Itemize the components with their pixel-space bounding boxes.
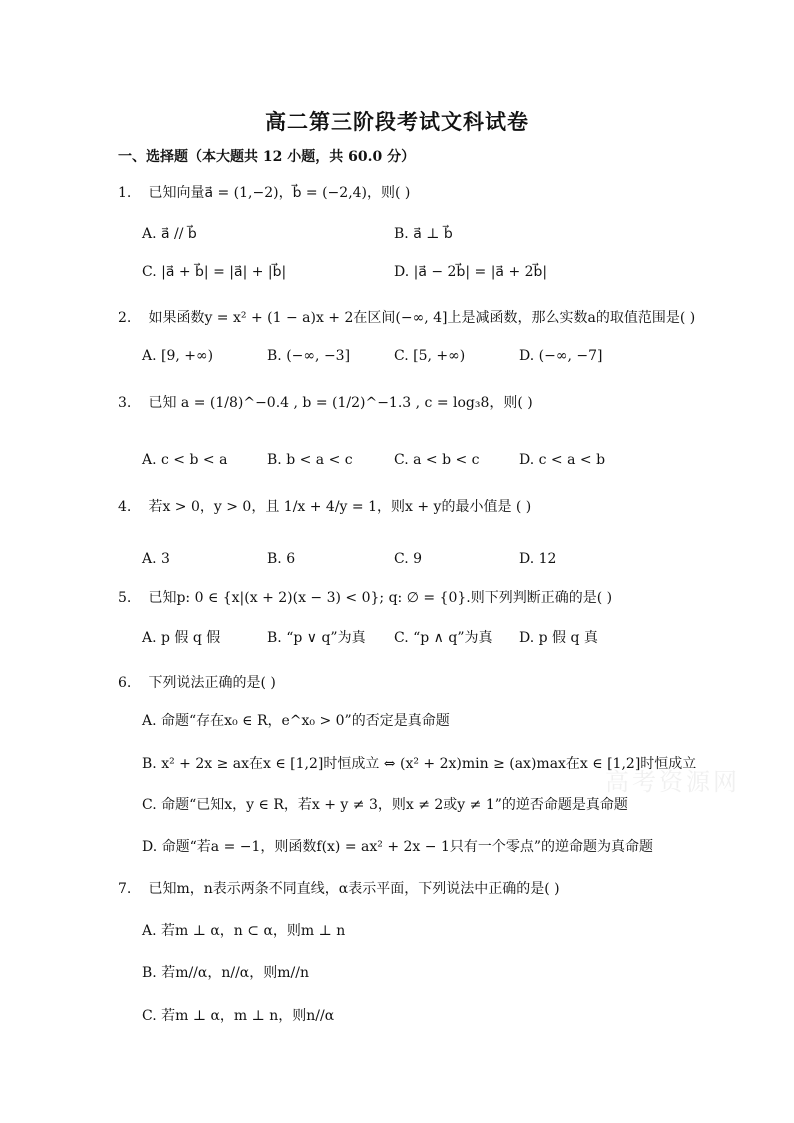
option-b: B. 6 <box>267 551 296 567</box>
question-number: 5. <box>118 590 132 606</box>
question-6 <box>118 672 276 692</box>
question-number: 2. <box>118 310 132 326</box>
option-a: A. 若m ⊥ α，n ⊂ α，则m ⊥ n <box>142 923 346 939</box>
option-a: A. p 假 q 假 <box>142 630 221 646</box>
option-c: C. |a⃗ + b⃗| = |a⃗| + |b⃗| <box>142 264 287 280</box>
option-d: D. 命题“若a = −1，则函数f(x) = ax² + 2x − 1只有一个零点”的逆命题为真命题 <box>142 839 654 855</box>
question-stem: 若x > 0，y > 0，且 1/x + 4/y = 1，则x + y的最小值是 ( ) <box>148 499 532 515</box>
option-a: A. [9, +∞) <box>142 348 214 364</box>
option-d: D. 12 <box>519 551 557 567</box>
question-7 <box>118 878 560 898</box>
option-c: C. [5, +∞) <box>394 348 466 364</box>
option-c: C. 若m ⊥ α，m ⊥ n，则n//α <box>142 1008 335 1024</box>
option-c: C. 9 <box>394 551 423 567</box>
question-number: 6. <box>118 675 132 691</box>
option-a: A. 3 <box>142 551 170 567</box>
option-c: C. “p ∧ q”为真 <box>394 630 493 646</box>
question-number: 3. <box>118 395 132 411</box>
question-3 <box>118 392 533 412</box>
question-number: 7. <box>118 881 132 897</box>
question-stem: 下列说法正确的是( ) <box>148 675 276 691</box>
question-number: 1. <box>118 185 132 201</box>
option-b: B. (−∞, −3] <box>267 348 351 364</box>
question-stem: 已知m，n表示两条不同直线，α表示平面，下列说法中正确的是( ) <box>148 881 560 897</box>
option-b: B. b < a < c <box>267 452 353 468</box>
question-5 <box>118 587 612 607</box>
question-stem: 如果函数y = x² + (1 − a)x + 2在区间(−∞, 4]上是减函数，那么实数a的取值范围是( ) <box>148 310 696 326</box>
question-stem: 已知 a = (1/8)^−0.4 , b = (1/2)^−1.3 , c = log₃8，则( ) <box>148 395 533 411</box>
option-c: C. 命题“已知x，y ∈ R，若x + y ≠ 3，则x ≠ 2或y ≠ 1”的逆否命题是真命题 <box>142 797 628 813</box>
option-a: A. a⃗ // b⃗ <box>142 226 197 242</box>
option-b: B. “p ∨ q”为真 <box>267 630 366 646</box>
option-a: A. 命题“存在x₀ ∈ R，e^x₀ > 0”的否定是真命题 <box>142 713 450 729</box>
option-d: D. p 假 q 真 <box>519 630 598 646</box>
watermark: 高考资源网 <box>605 768 740 796</box>
option-b: B. a⃗ ⊥ b⃗ <box>394 226 453 242</box>
option-d: D. |a⃗ − 2b⃗| = |a⃗ + 2b⃗| <box>394 264 548 280</box>
question-number: 4. <box>118 499 132 515</box>
option-b: B. x² + 2x ≥ ax在x ∈ [1,2]时恒成立 ⇔ (x² + 2x)min ≥ (ax)max在x ∈ [1,2]时恒成立 <box>142 756 697 772</box>
question-stem: 已知p: 0 ∈ {x|(x + 2)(x − 3) < 0}; q: ∅ = {0}.则下列判断正确的是( ) <box>148 590 613 606</box>
section-heading: 一、选择题（本大题共 12 小题，共 60.0 分） <box>118 149 416 165</box>
option-d: D. (−∞, −7] <box>519 348 603 364</box>
page-title: 高二第三阶段考试文科试卷 <box>265 109 529 134</box>
option-d: D. c < a < b <box>519 452 606 468</box>
question-stem: 已知向量a⃗ = (1,−2)，b⃗ = (−2,4)，则( ) <box>148 185 411 201</box>
option-a: A. c < b < a <box>142 452 228 468</box>
option-c: C. a < b < c <box>394 452 480 468</box>
question-1 <box>118 182 410 202</box>
question-4 <box>118 496 531 516</box>
option-b: B. 若m//α，n//α，则m//n <box>142 965 309 981</box>
question-2 <box>118 307 695 327</box>
